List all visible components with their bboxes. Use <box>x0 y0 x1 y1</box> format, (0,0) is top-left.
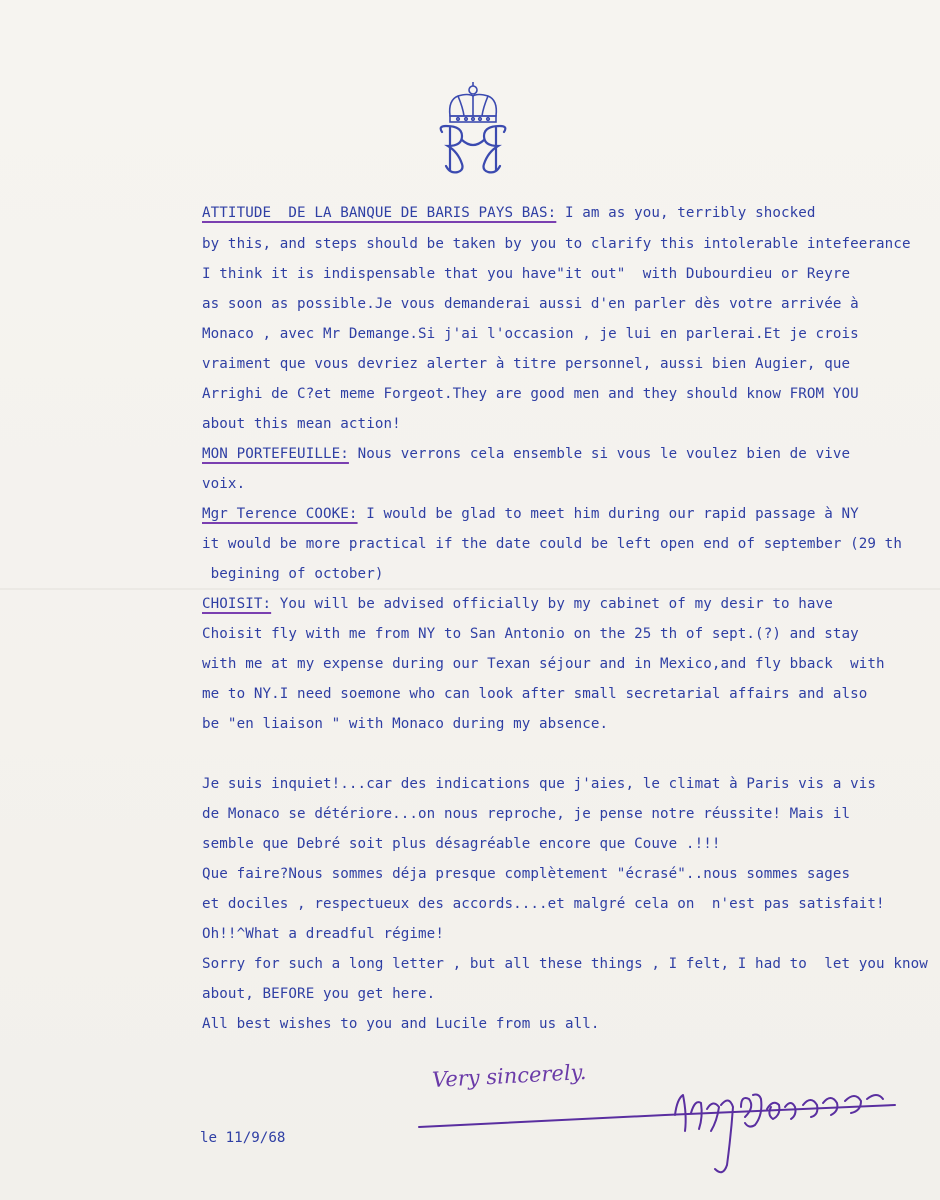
letter-line <box>202 686 867 702</box>
letter-line <box>202 1016 600 1032</box>
line-text: by this, and steps should be taken by you to clarify this intolerable intefeerance <box>202 236 911 252</box>
line-text: Choisit fly with me from NY to San Antonio on the 25 th of sept.(?) and stay <box>202 626 859 642</box>
line-text: et dociles , respectueux des accords....et malgré cela on n'est pas satisfait! <box>202 896 885 912</box>
line-text: voix. <box>202 476 246 492</box>
letter-line <box>202 866 850 882</box>
letter-line <box>202 896 885 912</box>
line-text: semble que Debré soit plus désagréable encore que Couve .!!! <box>202 836 721 852</box>
line-text: All best wishes to you and Lucile from us all. <box>202 1016 600 1032</box>
letter-line <box>202 296 859 312</box>
line-text: vraiment que vous devriez alerter à titre personnel, aussi bien Augier, que <box>202 356 851 372</box>
letter-line <box>202 926 444 942</box>
letter-line <box>202 716 608 732</box>
letter-line <box>202 266 850 282</box>
section-heading: Mgr Terence COOKE: <box>202 506 358 522</box>
letter-line <box>202 596 833 612</box>
line-text: with me at my expense during our Texan séjour and in Mexico,and fly bback with <box>202 656 885 672</box>
line-text: about this mean action! <box>202 416 401 432</box>
letter-line <box>202 416 401 432</box>
handwritten-signature <box>415 1085 915 1185</box>
line-text: be "en liaison " with Monaco during my absence. <box>202 716 609 732</box>
line-text: Arrighi de C?et meme Forgeot.They are good men and they should know FROM YOU <box>202 386 859 402</box>
section-heading: CHOISIT: <box>202 596 272 612</box>
line-text: I think it is indispensable that you have"it out" with Dubourdieu or Reyre <box>202 266 851 282</box>
crown-monogram-icon <box>428 80 518 180</box>
section-heading: MON PORTEFEUILLE: <box>202 446 349 462</box>
paper-fold <box>0 588 940 590</box>
letter-line <box>202 806 850 822</box>
line-text: Oh!!^What a dreadful régime! <box>202 926 444 942</box>
line-text: it would be more practical if the date could be left open end of september (29 th <box>202 536 902 552</box>
line-text: me to NY.I need soemone who can look after small secretarial affairs and also <box>202 686 868 702</box>
letter-line <box>202 626 859 642</box>
line-text: about, BEFORE you get here. <box>202 986 436 1002</box>
letter-line <box>202 506 859 522</box>
letter-line <box>202 986 435 1002</box>
line-text: Sorry for such a long letter , but all these things , I felt, I had to let you know <box>202 956 928 972</box>
letter-line <box>202 836 721 852</box>
line-text: I am as you, terribly shocked <box>556 205 816 221</box>
letter-line <box>202 236 911 252</box>
line-text: Nous verrons cela ensemble si vous le voulez bien de vive <box>348 446 851 462</box>
line-text: You will be advised officially by my cabinet of my desir to have <box>271 596 833 612</box>
letter-line <box>202 536 902 552</box>
letter-line <box>202 476 245 492</box>
line-text: I would be glad to meet him during our rapid passage à NY <box>357 506 859 522</box>
letter-line <box>202 656 885 672</box>
letter-line <box>202 326 859 342</box>
line-text: de Monaco se détériore...on nous reproche, je pense notre réussite! Mais il <box>202 806 851 822</box>
letter-line <box>202 205 816 221</box>
letter-line <box>202 446 850 462</box>
closing-handwritten: Very sincerely. <box>431 1059 587 1093</box>
letter-date: le 11/9/68 <box>200 1130 286 1146</box>
letter-line <box>202 956 928 972</box>
letter-line <box>202 386 859 402</box>
line-text: Monaco , avec Mr Demange.Si j'ai l'occasion , je lui en parlerai.Et je crois <box>202 326 859 342</box>
section-heading: ATTITUDE DE LA BANQUE DE BARIS PAYS BAS: <box>202 205 557 221</box>
line-text: as soon as possible.Je vous demanderai aussi d'en parler dès votre arrivée à <box>202 296 859 312</box>
line-text: Je suis inquiet!...car des indications que j'aies, le climat à Paris vis a vis <box>202 776 877 792</box>
line-text: Que faire?Nous sommes déja presque complètement "écrasé"..nous sommes sages <box>202 866 851 882</box>
letter-line <box>202 776 876 792</box>
letter-line <box>202 356 850 372</box>
line-text: begining of october) <box>202 566 384 582</box>
letter-line <box>202 566 383 582</box>
